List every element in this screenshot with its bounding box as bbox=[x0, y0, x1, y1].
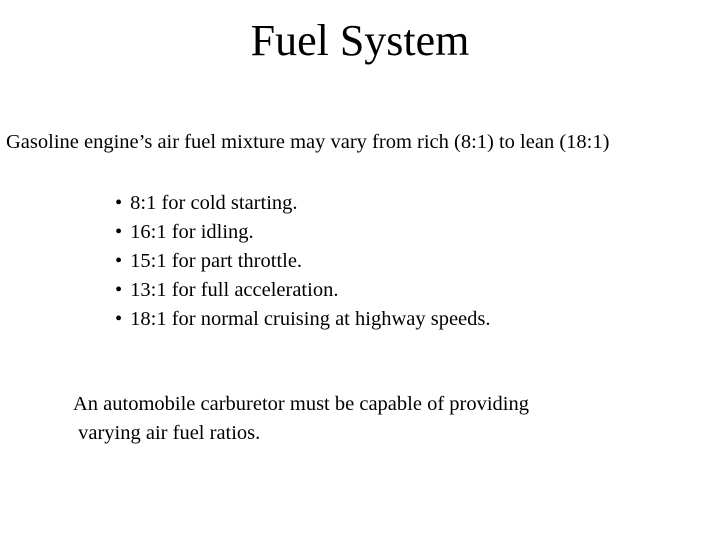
bullet-item bbox=[115, 189, 491, 218]
conclusion-line: An automobile carburetor must be capable of providing bbox=[73, 393, 529, 415]
conclusion-text bbox=[73, 390, 529, 448]
slide-title: Fuel System bbox=[250, 16, 470, 65]
bullet-dot: • bbox=[115, 250, 123, 272]
bullet-dot: • bbox=[115, 221, 123, 243]
bullet-dot: • bbox=[115, 279, 123, 301]
bullet-text: 13:1 for full acceleration. bbox=[130, 279, 339, 301]
bullet-item bbox=[115, 218, 491, 247]
intro-text: Gasoline engine’s air fuel mixture may vary from rich (8:1) to lean (18:1) bbox=[6, 131, 610, 153]
bullet-list bbox=[115, 189, 491, 334]
bullet-dot: • bbox=[115, 308, 123, 330]
bullet-item bbox=[115, 276, 491, 305]
bullet-text: 18:1 for normal cruising at highway speeds. bbox=[130, 308, 491, 330]
bullet-item bbox=[115, 247, 491, 276]
bullet-item bbox=[115, 305, 491, 334]
bullet-dot: • bbox=[115, 192, 123, 214]
bullet-text: 16:1 for idling. bbox=[130, 221, 254, 243]
bullet-text: 8:1 for cold starting. bbox=[130, 192, 298, 214]
bullet-text: 15:1 for part throttle. bbox=[130, 250, 303, 272]
conclusion-line: varying air fuel ratios. bbox=[73, 422, 261, 444]
